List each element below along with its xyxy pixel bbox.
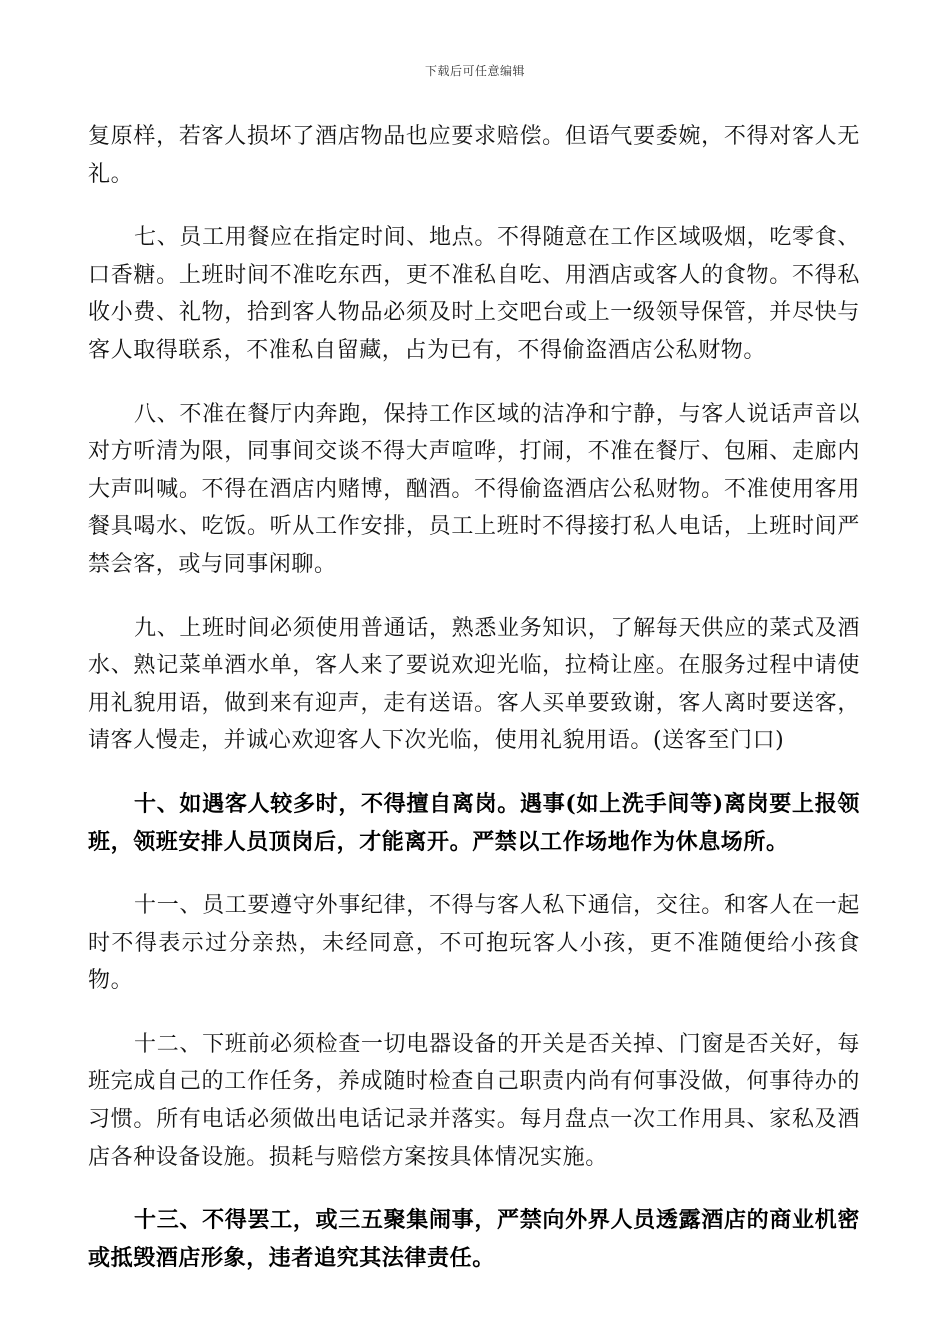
paragraph-continuation: 复原样，若客人损坏了酒店物品也应要求赔偿。但语气要委婉，不得对客人无礼。 (88, 124, 860, 187)
paragraph-rule-7: 七、员工用餐应在指定时间、地点。不得随意在工作区域吸烟，吃零食、口香糖。上班时间不准吃东西，更不准私自吃、用酒店或客人的食物。不得私收小费、礼物，拾到客人物品必须及时上交吧台或上一级领导保管，并尽快与客人取得联系，不准私自留藏，占为已有，不得偷盗酒店公私财物。 (88, 225, 860, 363)
page-header-note: 下载后可任意编辑 (424, 64, 525, 78)
paragraph-rule-10: 十、如遇客人较多时，不得擅自离岗。遇事(如上洗手间等)离岗要上报领班，领班安排人员顶岗后，才能离开。严禁以工作场地作为休息场所。 (88, 790, 860, 855)
paragraph-rule-9: 九、上班时间必须使用普通话，熟悉业务知识，了解每天供应的菜式及酒水、熟记菜单酒水单，客人来了要说欢迎光临，拉椅让座。在服务过程中请使用礼貌用语，做到来有迎声，走有送语。客人买单要致谢，客人离时要送客，请客人慢走，并诚心欢迎客人下次光临，使用礼貌用语。(送客至门口) (88, 615, 860, 754)
paragraph-rule-8: 八、不准在餐厅内奔跑，保持工作区域的洁净和宁静，与客人说话声音以对方听清为限，同事间交谈不得大声喧哗，打闹，不准在餐厅、包厢、走廊内大声叫喊。不得在酒店内赌博，酗酒。不得偷盗酒店公私财物。不准使用客用餐具喝水、吃饭。听从工作安排，员工上班时不得接打私人电话，上班时间严禁会客，或与同事闲聊。 (88, 401, 860, 577)
document-body (88, 118, 860, 1303)
paragraph-rule-12: 十二、下班前必须检查一切电器设备的开关是否关掉、门窗是否关好，每班完成自己的工作任务，养成随时检查自己职责内尚有何事没做，何事待办的习惯。所有电话必须做出电话记录并落实。每月盘点一次工作用具、家私及酒店各种设备设施。损耗与赔偿方案按具体情况实施。 (88, 1031, 860, 1170)
paragraph-rule-13: 十三、不得罢工，或三五聚集闹事，严禁向外界人员透露酒店的商业机密或抵毁酒店形象，违者追究其法律责任。 (88, 1207, 860, 1271)
paragraph-rule-11: 十一、员工要遵守外事纪律，不得与客人私下通信，交往。和客人在一起时不得表示过分亲热，未经同意，不可抱玩客人小孩，更不准随便给小孩食物。 (88, 893, 860, 994)
